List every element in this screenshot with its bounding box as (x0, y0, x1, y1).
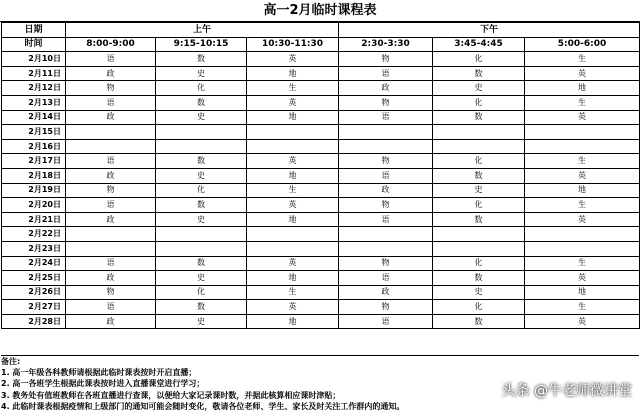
date-cell: 2月28日 (2, 314, 66, 329)
subject-cell: 史 (156, 168, 247, 183)
date-cell: 2月16日 (2, 139, 66, 154)
date-cell: 2月19日 (2, 183, 66, 198)
date-cell: 2月15日 (2, 125, 66, 140)
subject-cell (525, 241, 640, 256)
table-row (2, 154, 640, 169)
subject-cell: 语 (339, 271, 433, 286)
subject-cell: 英 (525, 110, 640, 125)
subject-cell (66, 125, 156, 140)
subject-cell: 英 (525, 168, 640, 183)
subject-cell: 数 (433, 314, 525, 329)
subject-cell: 地 (247, 314, 339, 329)
subject-cell: 政 (339, 183, 433, 198)
subject-cell: 化 (433, 52, 525, 67)
subject-cell: 数 (156, 256, 247, 271)
subject-cell: 语 (339, 314, 433, 329)
subject-cell: 史 (433, 81, 525, 96)
subject-cell: 生 (247, 81, 339, 96)
subject-cell: 政 (339, 285, 433, 300)
note-line: 2. 高一各班学生根据此课表按时进入直播课堂进行学习； (1, 379, 205, 389)
time-slot-5: 3:45-4:45 (433, 37, 525, 52)
subject-cell: 史 (156, 314, 247, 329)
subject-cell: 英 (525, 66, 640, 81)
subject-cell: 化 (433, 300, 525, 315)
schedule-body (2, 52, 640, 329)
date-cell: 2月11日 (2, 66, 66, 81)
schedule-table (1, 22, 640, 329)
date-cell: 2月24日 (2, 256, 66, 271)
subject-cell: 语 (66, 95, 156, 110)
subject-cell (247, 139, 339, 154)
subject-cell (525, 139, 640, 154)
time-slot-4: 2:30-3:30 (339, 37, 433, 52)
subject-cell: 地 (247, 168, 339, 183)
subject-cell: 物 (339, 154, 433, 169)
subject-cell: 数 (156, 198, 247, 213)
subject-cell: 政 (66, 168, 156, 183)
date-header: 日期 (2, 23, 66, 38)
note-line: 1. 高一年级各科教师请根据此临时课表按时开启直播； (1, 368, 197, 378)
watermark: 头条 @牛老师微讲堂 (501, 383, 632, 399)
date-cell: 2月14日 (2, 110, 66, 125)
subject-cell (66, 241, 156, 256)
subject-cell: 数 (156, 52, 247, 67)
subject-cell: 地 (247, 212, 339, 227)
subject-cell: 生 (525, 256, 640, 271)
subject-cell: 数 (433, 168, 525, 183)
subject-cell: 政 (66, 110, 156, 125)
subject-cell: 化 (433, 256, 525, 271)
subject-cell: 史 (156, 110, 247, 125)
table-row (2, 125, 640, 140)
subject-cell: 地 (247, 66, 339, 81)
table-row (2, 271, 640, 286)
subject-cell: 史 (156, 66, 247, 81)
time-slot-3: 10:30-11:30 (247, 37, 339, 52)
subject-cell: 物 (66, 81, 156, 96)
subject-cell (156, 227, 247, 242)
subject-cell: 物 (66, 183, 156, 198)
page-title: 高一2月临时课程表 (0, 0, 640, 22)
table-row (2, 183, 640, 198)
subject-cell: 生 (247, 285, 339, 300)
date-cell: 2月18日 (2, 168, 66, 183)
subject-cell: 政 (66, 314, 156, 329)
subject-cell: 史 (433, 285, 525, 300)
date-cell: 2月13日 (2, 95, 66, 110)
table-row (2, 81, 640, 96)
subject-cell (247, 241, 339, 256)
subject-cell: 政 (66, 212, 156, 227)
date-cell: 2月26日 (2, 285, 66, 300)
date-cell: 2月21日 (2, 212, 66, 227)
subject-cell: 语 (66, 256, 156, 271)
subject-cell: 数 (433, 66, 525, 81)
subject-cell: 化 (156, 81, 247, 96)
subject-cell: 生 (525, 300, 640, 315)
table-row (2, 66, 640, 81)
note-line: 3. 教务处有值班教师在各班直播进行查课，以便给大家记录课时数，并据此核算相应课时津贴； (1, 390, 341, 400)
subject-cell: 物 (339, 95, 433, 110)
subject-cell (433, 139, 525, 154)
time-slot-2: 9:15-10:15 (156, 37, 247, 52)
subject-cell: 物 (339, 52, 433, 67)
time-slot-6: 5:00-6:00 (525, 37, 640, 52)
subject-cell: 数 (433, 271, 525, 286)
subject-cell (339, 241, 433, 256)
subject-cell (433, 241, 525, 256)
table-row (2, 241, 640, 256)
subject-cell (433, 125, 525, 140)
note-line: 4. 此临时课表根据疫情和上级部门的通知可能会随时变化，敬请各位老师、学生、家长及时关注工作群内的通知。 (1, 401, 405, 411)
subject-cell: 物 (339, 300, 433, 315)
subject-cell (156, 139, 247, 154)
table-row (2, 227, 640, 242)
subject-cell: 化 (433, 95, 525, 110)
subject-cell: 英 (247, 198, 339, 213)
date-cell: 2月27日 (2, 300, 66, 315)
table-row (2, 256, 640, 271)
notes-label: 备注: (1, 355, 639, 367)
subject-cell: 地 (525, 81, 640, 96)
table-row (2, 139, 640, 154)
subject-cell: 数 (433, 212, 525, 227)
subject-cell (339, 139, 433, 154)
date-cell: 2月10日 (2, 52, 66, 67)
subject-cell (433, 227, 525, 242)
subject-cell: 政 (66, 271, 156, 286)
subject-cell: 语 (66, 52, 156, 67)
subject-cell: 生 (247, 183, 339, 198)
table-row (2, 314, 640, 329)
date-cell: 2月12日 (2, 81, 66, 96)
subject-cell: 语 (339, 66, 433, 81)
subject-cell (247, 227, 339, 242)
subject-cell: 地 (247, 271, 339, 286)
table-row (2, 198, 640, 213)
date-cell: 2月17日 (2, 154, 66, 169)
subject-cell: 英 (247, 95, 339, 110)
subject-cell: 化 (433, 198, 525, 213)
subject-cell: 英 (525, 314, 640, 329)
subject-cell: 语 (339, 110, 433, 125)
subject-cell (525, 227, 640, 242)
subject-cell (66, 139, 156, 154)
subject-cell: 英 (247, 154, 339, 169)
subject-cell (339, 125, 433, 140)
morning-header: 上午 (66, 23, 339, 38)
subject-cell: 生 (525, 198, 640, 213)
subject-cell: 数 (156, 154, 247, 169)
subject-cell: 物 (66, 285, 156, 300)
table-row (2, 212, 640, 227)
time-header: 时间 (2, 37, 66, 52)
subject-cell: 英 (525, 212, 640, 227)
subject-cell: 地 (525, 285, 640, 300)
subject-cell: 史 (156, 271, 247, 286)
date-cell: 2月25日 (2, 271, 66, 286)
table-row (2, 110, 640, 125)
subject-cell: 生 (525, 52, 640, 67)
subject-cell: 数 (433, 110, 525, 125)
subject-cell: 生 (525, 95, 640, 110)
subject-cell: 化 (156, 285, 247, 300)
subject-cell (525, 125, 640, 140)
header-row-time (2, 37, 640, 52)
subject-cell: 物 (339, 256, 433, 271)
subject-cell (247, 125, 339, 140)
subject-cell: 政 (66, 66, 156, 81)
subject-cell: 语 (66, 198, 156, 213)
subject-cell: 英 (525, 271, 640, 286)
header-row-period (2, 23, 640, 38)
subject-cell: 语 (339, 212, 433, 227)
subject-cell: 史 (156, 212, 247, 227)
table-row (2, 300, 640, 315)
subject-cell: 史 (433, 183, 525, 198)
date-cell: 2月23日 (2, 241, 66, 256)
subject-cell: 数 (156, 300, 247, 315)
subject-cell: 地 (525, 183, 640, 198)
table-row (2, 168, 640, 183)
subject-cell: 数 (156, 95, 247, 110)
subject-cell: 语 (339, 168, 433, 183)
subject-cell: 语 (66, 154, 156, 169)
subject-cell (66, 227, 156, 242)
subject-cell (339, 227, 433, 242)
date-cell: 2月20日 (2, 198, 66, 213)
subject-cell: 政 (339, 81, 433, 96)
subject-cell: 物 (339, 198, 433, 213)
subject-cell: 地 (247, 110, 339, 125)
subject-cell (156, 125, 247, 140)
subject-cell: 生 (525, 154, 640, 169)
table-row (2, 285, 640, 300)
afternoon-header: 下午 (339, 23, 640, 38)
subject-cell: 英 (247, 256, 339, 271)
date-cell: 2月22日 (2, 227, 66, 242)
subject-cell: 语 (66, 300, 156, 315)
time-slot-1: 8:00-9:00 (66, 37, 156, 52)
subject-cell (156, 241, 247, 256)
table-row (2, 52, 640, 67)
subject-cell: 化 (156, 183, 247, 198)
subject-cell: 化 (433, 154, 525, 169)
subject-cell: 英 (247, 52, 339, 67)
subject-cell: 英 (247, 300, 339, 315)
table-row (2, 95, 640, 110)
